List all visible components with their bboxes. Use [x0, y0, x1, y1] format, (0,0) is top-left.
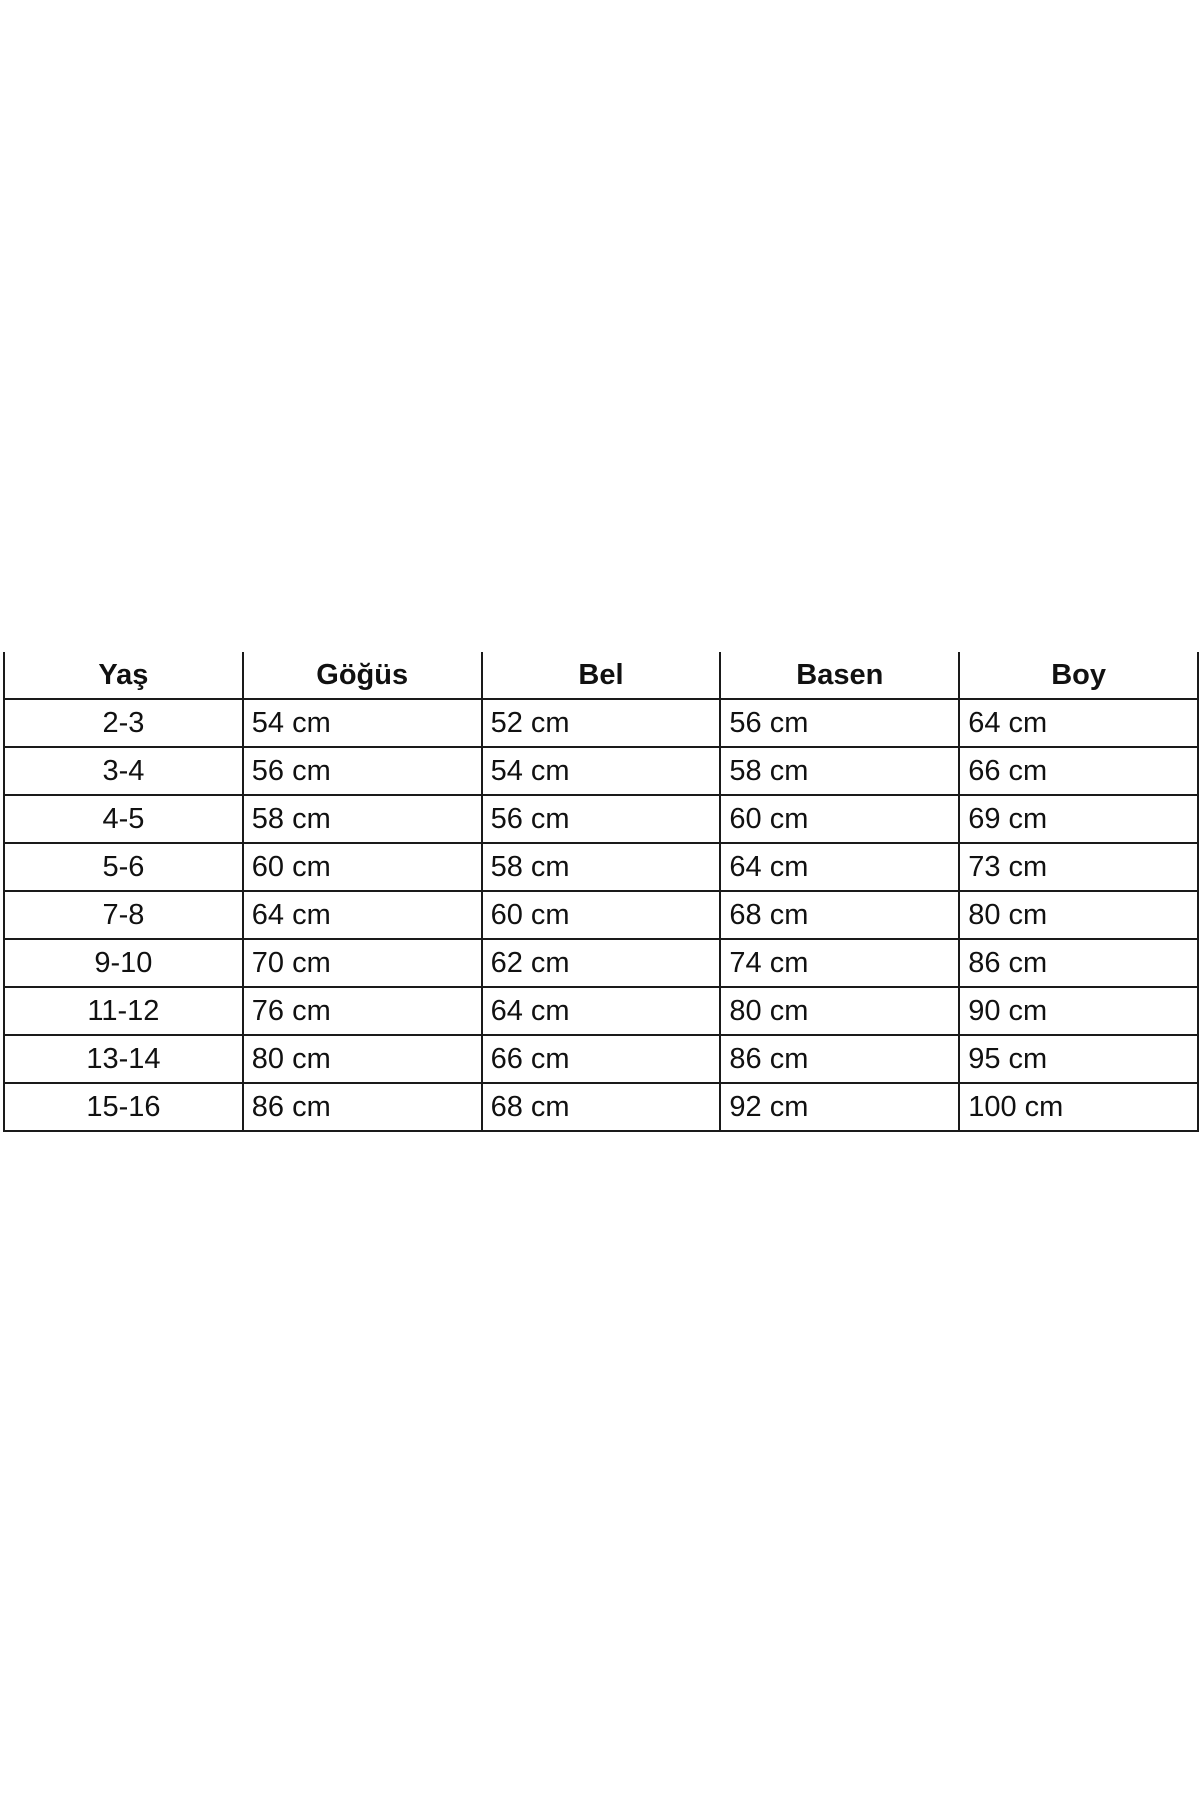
height-cell: 100 cm [959, 1083, 1198, 1131]
chest-cell: 58 cm [243, 795, 482, 843]
waist-cell: 62 cm [482, 939, 721, 987]
height-cell: 95 cm [959, 1035, 1198, 1083]
age-cell: 11-12 [4, 987, 243, 1035]
waist-cell: 56 cm [482, 795, 721, 843]
age-cell: 9-10 [4, 939, 243, 987]
chest-cell: 64 cm [243, 891, 482, 939]
table-row [4, 843, 1198, 891]
height-cell: 90 cm [959, 987, 1198, 1035]
chest-cell: 76 cm [243, 987, 482, 1035]
age-cell: 15-16 [4, 1083, 243, 1131]
hip-cell: 92 cm [720, 1083, 959, 1131]
header-height: Boy [959, 652, 1198, 699]
hip-cell: 80 cm [720, 987, 959, 1035]
age-cell: 2-3 [4, 699, 243, 747]
height-cell: 69 cm [959, 795, 1198, 843]
age-cell: 7-8 [4, 891, 243, 939]
size-chart-table [3, 652, 1199, 1132]
hip-cell: 60 cm [720, 795, 959, 843]
hip-cell: 64 cm [720, 843, 959, 891]
table-row [4, 987, 1198, 1035]
size-chart-body [4, 699, 1198, 1131]
waist-cell: 58 cm [482, 843, 721, 891]
chest-cell: 80 cm [243, 1035, 482, 1083]
chest-cell: 86 cm [243, 1083, 482, 1131]
age-cell: 5-6 [4, 843, 243, 891]
header-chest: Göğüs [243, 652, 482, 699]
hip-cell: 86 cm [720, 1035, 959, 1083]
table-row [4, 795, 1198, 843]
table-row [4, 939, 1198, 987]
height-cell: 66 cm [959, 747, 1198, 795]
waist-cell: 64 cm [482, 987, 721, 1035]
waist-cell: 52 cm [482, 699, 721, 747]
size-chart-header [4, 652, 1198, 699]
waist-cell: 60 cm [482, 891, 721, 939]
height-cell: 73 cm [959, 843, 1198, 891]
table-row [4, 747, 1198, 795]
chest-cell: 56 cm [243, 747, 482, 795]
header-waist: Bel [482, 652, 721, 699]
height-cell: 86 cm [959, 939, 1198, 987]
chest-cell: 60 cm [243, 843, 482, 891]
hip-cell: 74 cm [720, 939, 959, 987]
table-row [4, 699, 1198, 747]
header-row [4, 652, 1198, 699]
chest-cell: 70 cm [243, 939, 482, 987]
age-cell: 3-4 [4, 747, 243, 795]
height-cell: 64 cm [959, 699, 1198, 747]
age-cell: 4-5 [4, 795, 243, 843]
waist-cell: 68 cm [482, 1083, 721, 1131]
chest-cell: 54 cm [243, 699, 482, 747]
header-hip: Basen [720, 652, 959, 699]
waist-cell: 66 cm [482, 1035, 721, 1083]
header-age: Yaş [4, 652, 243, 699]
table-row [4, 891, 1198, 939]
hip-cell: 58 cm [720, 747, 959, 795]
table-row [4, 1083, 1198, 1131]
hip-cell: 68 cm [720, 891, 959, 939]
hip-cell: 56 cm [720, 699, 959, 747]
table-row [4, 1035, 1198, 1083]
height-cell: 80 cm [959, 891, 1198, 939]
waist-cell: 54 cm [482, 747, 721, 795]
age-cell: 13-14 [4, 1035, 243, 1083]
